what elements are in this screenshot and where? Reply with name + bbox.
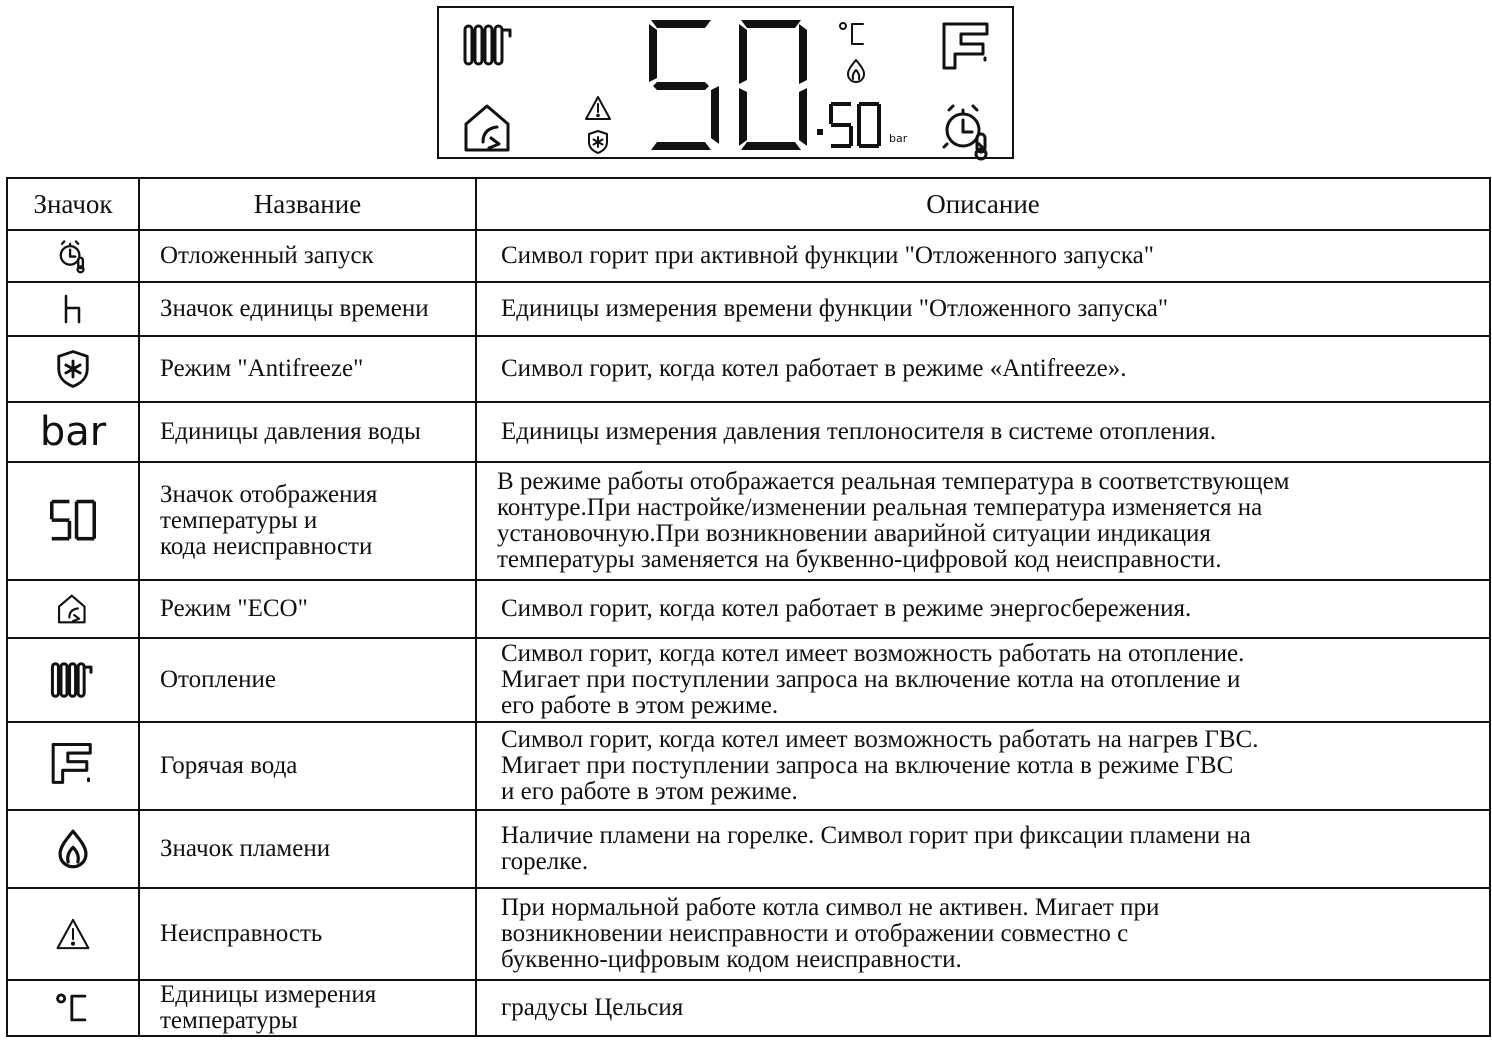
- delayed-start-icon: [56, 238, 90, 274]
- row-name: Отопление: [160, 666, 276, 693]
- lcd-display-panel: [437, 6, 1014, 159]
- row-name: Значок пламени: [160, 835, 331, 862]
- row-name: кода неисправности: [160, 533, 373, 560]
- delayed-start-icon: [939, 100, 997, 162]
- row-description: Символ горит, когда котел имеет возможность работать на отопление.: [501, 640, 1245, 667]
- table-row: [7, 722, 1490, 810]
- row-description: Символ горит при активной функции "Отложенного запуска": [501, 242, 1154, 269]
- table-row: [7, 980, 1490, 1036]
- row-description: Единицы измерения времени функции "Отложенного запуска": [501, 295, 1169, 322]
- table-row: [7, 336, 1490, 402]
- row-name: Горячая вода: [160, 752, 298, 779]
- eco-house-icon: [461, 100, 517, 156]
- row-description: При нормальной работе котла символ не активен. Мигает при: [501, 894, 1160, 921]
- hot-water-tap-icon: [939, 20, 995, 78]
- row-description: установочную.При возникновении аварийной ситуации индикация: [497, 520, 1211, 547]
- row-name: Отложенный запуск: [160, 242, 374, 269]
- row-description: горелке.: [501, 848, 589, 875]
- header-name: Название: [139, 178, 476, 230]
- flame-icon: [55, 828, 91, 870]
- antifreeze-icon: [54, 347, 92, 391]
- row-name: Значок отображения: [160, 481, 378, 508]
- antifreeze-icon: [586, 129, 610, 155]
- row-description: Мигает при поступлении запроса на включение котла в режиме ГВС: [501, 752, 1234, 779]
- celsius-icon: [837, 20, 869, 48]
- row-description: Мигает при поступлении запроса на включение котла на отопление и: [501, 666, 1241, 693]
- row-description: В режиме работы отображается реальная температура в соответствующем: [497, 468, 1290, 495]
- row-description: буквенно-цифровым кодом неисправности.: [501, 946, 962, 973]
- temperature-digits-icon: [45, 498, 101, 544]
- radiator-icon: [461, 20, 517, 70]
- row-name: Единицы измерения: [160, 981, 377, 1008]
- row-name: Режим "ECO": [160, 595, 308, 622]
- table-row: [7, 888, 1490, 980]
- bar-unit-icon: bar: [39, 409, 107, 455]
- row-name: Значок единицы времени: [160, 295, 429, 322]
- table-row: [7, 230, 1490, 282]
- row-description: Символ горит, когда котел имеет возможность работать на нагрев ГВС.: [501, 726, 1259, 753]
- warning-triangle-icon: [583, 94, 613, 122]
- hot-water-tap-icon: [48, 741, 98, 791]
- header-description: Описание: [476, 178, 1490, 230]
- table-row: [7, 580, 1490, 638]
- main-temperature-digits: [639, 18, 814, 154]
- icon-legend-table: [6, 177, 1491, 1037]
- row-description: Единицы измерения давления теплоносителя в системе отопления.: [501, 418, 1216, 445]
- pressure-unit-label: bar: [889, 132, 908, 145]
- row-name: температуры и: [160, 507, 318, 534]
- radiator-icon: [49, 658, 97, 702]
- row-description: градусы Цельсия: [501, 994, 684, 1021]
- eco-house-icon: [56, 592, 90, 626]
- row-description: температуры заменяется на буквенно-цифровой код неисправности.: [497, 546, 1222, 573]
- row-description: его работе в этом режиме.: [501, 692, 779, 719]
- table-row: [7, 462, 1490, 580]
- pressure-digits: [827, 100, 883, 152]
- table-header-row: [7, 178, 1490, 230]
- decimal-point: [816, 128, 824, 136]
- row-name: Неисправность: [160, 920, 323, 947]
- row-description: и его работе в этом режиме.: [501, 778, 798, 805]
- warning-triangle-icon: [53, 916, 93, 952]
- row-name: Режим "Antifreeze": [160, 355, 364, 382]
- header-icon: Значок: [7, 178, 139, 230]
- celsius-icon: [54, 991, 92, 1025]
- table-row: [7, 638, 1490, 722]
- flame-icon: [845, 58, 867, 84]
- hour-unit-icon: [61, 294, 85, 324]
- row-description: Символ горит, когда котел работает в режиме «Antifreeze».: [501, 355, 1127, 382]
- row-name: температуры: [160, 1007, 298, 1034]
- table-row: [7, 282, 1490, 336]
- row-name: Единицы давления воды: [160, 418, 421, 445]
- row-description: возникновении неисправности и отображении совместно с: [501, 920, 1129, 947]
- table-row: [7, 402, 1490, 462]
- row-description: Символ горит, когда котел работает в режиме энергосбережения.: [501, 595, 1192, 622]
- table-row: [7, 810, 1490, 888]
- row-description: Наличие пламени на горелке. Символ горит при фиксации пламени на: [501, 822, 1251, 849]
- row-description: контуре.При настройке/изменении реальная температура изменяется на: [497, 494, 1263, 521]
